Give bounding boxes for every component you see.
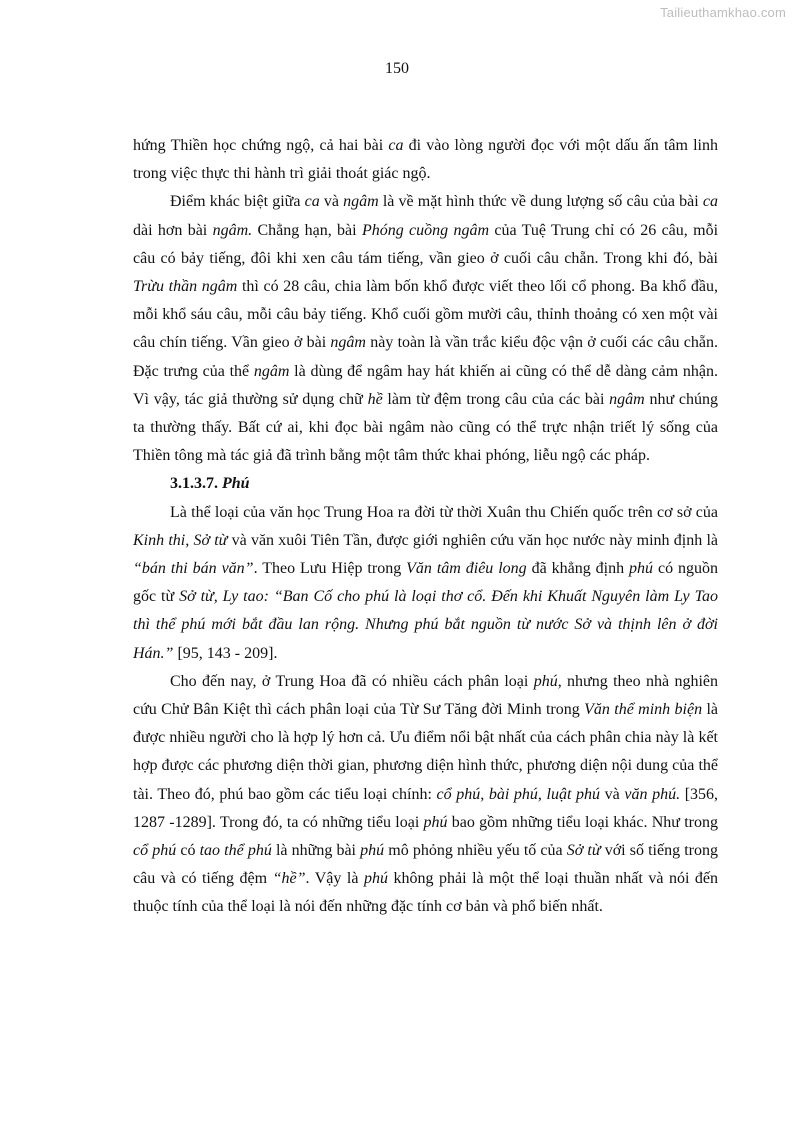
italic-text: “hề” [272, 870, 306, 888]
text-run: [95, 143 - 209]. [173, 644, 278, 662]
text-run: Cho đến nay, ở Trung Hoa đã có nhiều cách phân loại [170, 672, 534, 690]
text-run: là dùng để ngâm hay hát khiến ai cũng có thể dễ dàng cảm nhận. Vì vậy, tác giả thường sử dụng chữ [133, 362, 719, 408]
text-run: có nguồn gốc từ [133, 560, 719, 606]
text-run: đi vào lòng người đọc với một dấu ấn tâm linh trong việc thực thi hành trì giải thoát giác ngộ. [133, 137, 719, 183]
document-body [133, 132, 718, 922]
italic-text: cổ phú, bài phú, luật phú [436, 785, 601, 803]
italic-text: ngâm. [212, 221, 253, 239]
italic-text: cổ phú [133, 842, 177, 860]
italic-text: Phóng cuồng ngâm [361, 221, 490, 239]
text-run: dài hơn bài [133, 221, 213, 239]
text-run: thì có 28 câu, chia làm bốn khổ được viết theo lối cổ phong. Ba khổ đầu, mỗi khổ sáu câu, mỗi câu bảy tiếng. Khổ cuối gồm mười câu, thỉnh thoảng có xen một vài câu chín tiếng. Vần gieo ở bài [133, 278, 718, 352]
text-run: này toàn là vần trắc kiểu độc vận ở cuối các câu chẵn. Đặc trưng của thể [133, 334, 718, 380]
text-run: với số tiếng trong câu và có tiếng đệm [133, 842, 718, 888]
italic-text: phú [363, 870, 388, 888]
page-number: 150 [385, 60, 409, 77]
italic-text: phú [360, 842, 385, 860]
italic-text: ngâm [330, 334, 366, 352]
text-run: 3.1.3.7. [170, 475, 222, 493]
italic-text: “bán thi bán văn” [133, 560, 254, 578]
paragraph [133, 188, 718, 470]
italic-text: Sở từ [566, 842, 601, 860]
text-run: có [176, 842, 200, 860]
italic-text: Phú [222, 475, 250, 493]
text-run: là những bài [271, 842, 361, 860]
italic-text: ca [304, 193, 320, 211]
text-run: là được nhiều người cho là hợp lý hơn cả. Ưu điểm nổi bật nhất của cách phân chia này là kết hợp được các phương diện thời gian, phương diện hình thức, phương diện nội dung của thể tài. Theo đó, phú bao gồm các tiểu loại chính: [133, 701, 719, 803]
italic-text: ca [702, 193, 718, 211]
italic-text: Kinh thi, Sở từ [133, 531, 228, 549]
text-run: mô phỏng nhiều yếu tố của [384, 842, 567, 860]
text-run: [356, 1287 -1289]. Trong đó, ta có những tiểu loại [133, 785, 719, 831]
italic-text: ca [388, 137, 404, 154]
text-run: Điểm khác biệt giữa [170, 193, 305, 211]
text-run: và văn xuôi Tiên Tần, được giới nghiên cứu văn học nước này minh định là [227, 531, 719, 549]
paragraph [133, 499, 718, 668]
text-run: , nhưng theo nhà nghiên cứu Chử Bân Kiệt thì cách phân loại của Từ Sư Tăng đời Minh trong [133, 672, 718, 719]
text-run: . Theo Lưu Hiệp trong [253, 560, 407, 578]
text-run: là về mặt hình thức về dung lượng số câu của bài [378, 193, 703, 211]
italic-text: ngâm [253, 362, 290, 380]
italic-text: tao thể phú [199, 842, 272, 860]
text-run: Chẳng hạn, bài [252, 221, 362, 239]
text-run: hứng Thiền học chứng ngộ, cả hai bài [133, 137, 389, 154]
text-run: làm từ đệm trong câu của các bài [382, 390, 610, 408]
text-run: đã khẳng định [526, 560, 630, 578]
italic-text: ngâm [343, 193, 379, 211]
paragraph [133, 132, 718, 188]
italic-text: ngâm [609, 390, 645, 408]
italic-text: hề [367, 390, 383, 408]
text-run: như chúng ta thường thấy. Bất cứ ai, khi đọc bài ngâm nào cũng có thể trực nhận triết lý sống của Thiền tông mà tác giả đã trình bằng một tâm thức khai phóng, liễu ngộ các pháp. [133, 390, 719, 465]
italic-text: văn phú. [624, 785, 681, 803]
italic-text: Trừu thần ngâm [133, 278, 238, 296]
italic-text: Văn thể minh biện [584, 701, 703, 719]
italic-text: phú [629, 560, 654, 578]
text-run: và [319, 193, 344, 211]
italic-text: phú [533, 672, 558, 690]
text-run: không phải là một thể loại thuần nhất và nói đến thuộc tính của thể loại là nói đến những đặc tính cơ bản và phổ biến nhất. [133, 870, 719, 916]
section-heading [133, 470, 718, 498]
italic-text: Văn tâm điêu long [406, 560, 527, 578]
italic-text: Sở từ, Ly tao: “Ban Cố cho phú là loại thơ cổ. Đến khi Khuất Nguyên làm Ly Tao thì thể phú mới bắt đầu lan rộng. Nhưng phú bắt nguồn từ nước Sở và thịnh lên ở đời Hán.” [133, 588, 718, 662]
text-run: của Tuệ Trung chỉ có 26 câu, mỗi câu có bảy tiếng, đôi khi xen câu tám tiếng, vần gieo ở cuối câu chẵn. Trong khi đó, bài [133, 221, 719, 267]
text-run: Là thể loại của văn học Trung Hoa ra đời từ thời Xuân thu Chiến quốc trên cơ sở của [170, 503, 718, 521]
text-run: . Vậy là [305, 870, 364, 888]
text-run: và [600, 785, 625, 803]
watermark: Tailieuthamkhao.com [660, 5, 786, 20]
text-run: bao gồm những tiểu loại khác. Như trong [447, 813, 718, 831]
paragraph [133, 668, 718, 922]
italic-text: phú [423, 813, 448, 831]
